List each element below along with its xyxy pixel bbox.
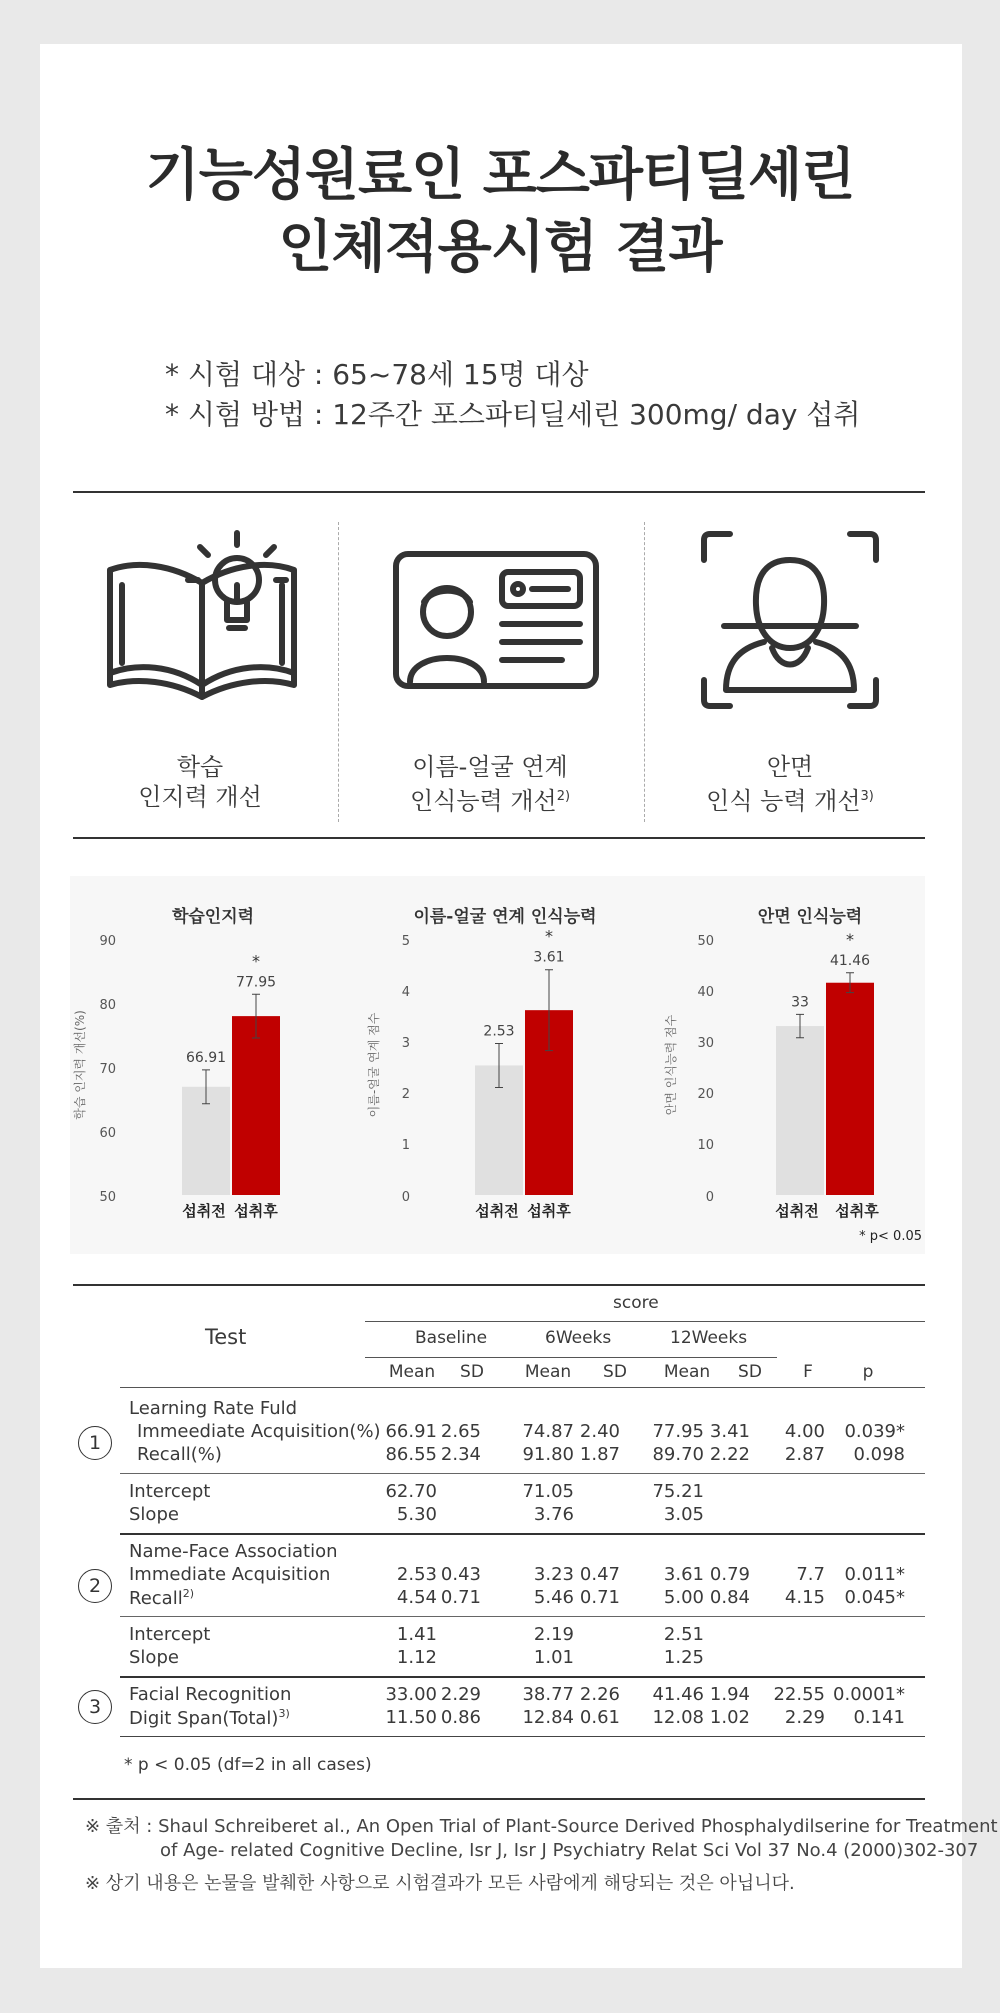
row-label: Facial Recognition xyxy=(129,1684,292,1705)
chart3-tick: 10 xyxy=(697,1138,714,1153)
group-12weeks: 12Weeks xyxy=(670,1328,748,1348)
subheader-mean: Mean xyxy=(663,1362,711,1382)
subheader-mean: Mean xyxy=(388,1362,436,1382)
group-rule xyxy=(365,1357,777,1358)
chart3-ylabel: 안면 인식능력 점수 xyxy=(664,1014,678,1116)
subheader-mean: Mean xyxy=(524,1362,572,1382)
table-cell: 89.70 xyxy=(652,1444,704,1465)
subheader-rule xyxy=(120,1387,925,1388)
chart1-significance-star: * xyxy=(252,951,260,971)
face-scan-icon xyxy=(700,530,880,710)
row-label: Slope xyxy=(129,1504,179,1525)
table-cell: 2.29 xyxy=(784,1707,825,1728)
row-label: Digit Span(Total)$^{3)}$ xyxy=(129,1707,290,1729)
table-cell: 66.91 xyxy=(385,1421,437,1442)
table-cell: 3.41 xyxy=(709,1421,750,1442)
row-label: Immeediate Acquisition(%) xyxy=(137,1421,381,1442)
section-number-badge: 2 xyxy=(78,1569,112,1603)
table-cell: 2.51 xyxy=(663,1624,704,1645)
table-cell: 0.71 xyxy=(440,1587,481,1608)
chart2-xlabel-after: 섭취후 xyxy=(527,1202,571,1220)
test-subjects: * 시험 대상 : 65~78세 15명 대상 xyxy=(165,358,589,391)
table-cell: 3.61 xyxy=(663,1564,704,1585)
divider-middle xyxy=(73,837,925,839)
table-cell: 0.045* xyxy=(844,1587,905,1608)
chart3-tick: 40 xyxy=(697,985,714,1000)
page-title-line1: 기능성원료인 포스파티딜세린 xyxy=(145,143,855,208)
table-cell: 0.47 xyxy=(579,1564,620,1585)
source-line2: of Age- related Cognitive Decline, Isr J, Isr J Psychiatry Relat Sci Vol 37 No.4 (2000)302-307 xyxy=(160,1840,979,1861)
source-line1: ※ 출처 : Shaul Schreiberet al., An Open Trial of Plant-Source Derived Phosphalydilserine for Treatment xyxy=(85,1816,998,1837)
table-cell: 71.05 xyxy=(522,1481,574,1502)
chart1-tick: 90 xyxy=(99,934,116,949)
chart2-tick: 3 xyxy=(401,1036,410,1051)
row-label: Intercept xyxy=(129,1481,211,1502)
table-cell: 1.02 xyxy=(709,1707,750,1728)
chart1-xlabel-before: 섭취전 xyxy=(182,1202,226,1220)
subheader-sd: SD xyxy=(603,1362,627,1382)
divider-dashed xyxy=(338,522,339,822)
table-cell: 5.00 xyxy=(663,1587,704,1608)
table-cell: 75.21 xyxy=(652,1481,704,1502)
chart3-xlabel-after: 섭취후 xyxy=(835,1202,879,1220)
chart1-bar-after xyxy=(232,1016,280,1195)
icon-label-learning: 학습 인지력 개선 xyxy=(138,753,262,811)
chart3-tick: 50 xyxy=(697,934,714,949)
section-number-badge: 1 xyxy=(78,1426,112,1460)
test-method: * 시험 방법 : 12주간 포스파티딜세린 300mg/ day 섭취 xyxy=(165,398,861,431)
divider-top xyxy=(73,491,925,493)
table-cell: 1.41 xyxy=(396,1624,437,1645)
chart1-ylabel: 학습 인지력 개선(%) xyxy=(73,1010,87,1120)
chart3-bar-after xyxy=(826,983,874,1195)
table-cell: 0.84 xyxy=(709,1587,750,1608)
table-cell: 12.84 xyxy=(522,1707,574,1728)
table-cell: 7.7 xyxy=(796,1564,825,1585)
chart2-title: 이름-얼굴 연계 인식능력 xyxy=(413,907,597,927)
table-cell: 1.12 xyxy=(396,1647,437,1668)
table-footnote: * p < 0.05 (df=2 in all cases) xyxy=(124,1755,372,1775)
disclaimer: ※ 상기 내용은 논물을 발췌한 사항으로 시험결과가 모든 사람에게 해당되는 것은 아닙니다. xyxy=(85,1873,795,1894)
table-cell: 0.011* xyxy=(844,1564,905,1585)
section-rule xyxy=(120,1676,925,1678)
section-rule xyxy=(120,1473,925,1474)
chart3-tick: 20 xyxy=(697,1087,714,1102)
table-cell: 1.01 xyxy=(533,1647,574,1668)
table-cell: 0.79 xyxy=(709,1564,750,1585)
table-cell: 2.29 xyxy=(440,1684,481,1705)
table-cell: 12.08 xyxy=(652,1707,704,1728)
chart3-value-label: 41.46 xyxy=(829,952,871,969)
table-cell: 3.05 xyxy=(663,1504,704,1525)
table-cell: 2.26 xyxy=(579,1684,620,1705)
table-cell: 86.55 xyxy=(385,1444,437,1465)
id-card-icon xyxy=(392,550,600,690)
table-test-header: Test xyxy=(205,1325,247,1349)
score-rule xyxy=(365,1321,925,1322)
table-cell: 0.71 xyxy=(579,1587,620,1608)
table-score-header: score xyxy=(613,1293,659,1313)
chart2-significance-star: * xyxy=(545,926,553,946)
chart3-tick: 0 xyxy=(705,1190,714,1205)
row-label: Slope xyxy=(129,1647,179,1668)
table-bottom-rule xyxy=(73,1798,925,1800)
chart2-tick: 1 xyxy=(401,1138,410,1153)
divider-dashed xyxy=(644,522,645,822)
table-cell: 0.61 xyxy=(579,1707,620,1728)
subheader-f: F xyxy=(803,1362,813,1382)
table-cell: 41.46 xyxy=(652,1684,704,1705)
table-cell: 62.70 xyxy=(385,1481,437,1502)
chart1-tick: 70 xyxy=(99,1062,116,1077)
section-rule xyxy=(120,1616,925,1617)
table-cell: 0.098 xyxy=(853,1444,905,1465)
table-cell: 1.25 xyxy=(663,1647,704,1668)
chart2-tick: 4 xyxy=(401,985,410,1000)
book-lightbulb-icon xyxy=(102,525,302,710)
chart1-title: 학습인지력 xyxy=(171,907,255,927)
row-label: Recall$^{2)}$ xyxy=(129,1587,194,1609)
table-cell: 11.50 xyxy=(385,1707,437,1728)
table-cell: 0.86 xyxy=(440,1707,481,1728)
table-cell: 0.141 xyxy=(853,1707,905,1728)
table-cell: 2.53 xyxy=(396,1564,437,1585)
table-cell: 2.87 xyxy=(784,1444,825,1465)
subheader-p: p xyxy=(862,1362,874,1382)
table-cell: 3.23 xyxy=(533,1564,574,1585)
section-rule xyxy=(120,1533,925,1535)
table-cell: 5.46 xyxy=(533,1587,574,1608)
table-cell: 1.94 xyxy=(709,1684,750,1705)
chart1-value-label: 77.95 xyxy=(235,974,277,991)
table-cell: 38.77 xyxy=(522,1684,574,1705)
table-cell: 74.87 xyxy=(522,1421,574,1442)
table-cell: 4.54 xyxy=(396,1587,437,1608)
row-label: Intercept xyxy=(129,1624,211,1645)
subheader-sd: SD xyxy=(460,1362,484,1382)
chart1-tick: 50 xyxy=(99,1190,116,1205)
subheader-sd: SD xyxy=(738,1362,762,1382)
chart2-xlabel-before: 섭취전 xyxy=(475,1202,519,1220)
chart3-xlabel-before: 섭취전 xyxy=(775,1202,819,1220)
table-cell: 2.34 xyxy=(440,1444,481,1465)
table-cell: 22.55 xyxy=(773,1684,825,1705)
table-cell: 4.15 xyxy=(784,1587,825,1608)
chart-significance-note: * p< 0.05 xyxy=(859,1229,922,1244)
row-label: Recall(%) xyxy=(137,1444,222,1465)
chart2-value-label: 2.53 xyxy=(483,1023,515,1040)
chart3-value-label: 33 xyxy=(791,994,809,1011)
table-cell: 5.30 xyxy=(396,1504,437,1525)
icon-label-face: 안면 인식 능력 개선$^{3)}$ xyxy=(706,753,874,815)
table-cell: 3.76 xyxy=(533,1504,574,1525)
chart1-tick: 60 xyxy=(99,1126,116,1141)
chart1-value-label: 66.91 xyxy=(185,1049,227,1066)
row-label: Immediate Acquisition xyxy=(129,1564,331,1585)
page-title-line2: 인체적용시험 결과 xyxy=(278,215,722,280)
table-top-rule xyxy=(73,1284,925,1286)
row-label: Learning Rate Fuld xyxy=(129,1398,298,1419)
table-cell: 2.22 xyxy=(709,1444,750,1465)
chart2-ylabel: 이름-얼굴 연계 점수 xyxy=(367,1012,381,1118)
table-end-rule xyxy=(120,1736,925,1737)
chart3-tick: 30 xyxy=(697,1036,714,1051)
chart3-bar-before xyxy=(776,1026,824,1195)
chart2-tick: 2 xyxy=(401,1087,410,1102)
chart3-significance-star: * xyxy=(846,929,854,949)
chart2-tick: 0 xyxy=(401,1190,410,1205)
table-cell: 0.43 xyxy=(440,1564,481,1585)
table-cell: 33.00 xyxy=(385,1684,437,1705)
table-cell: 2.40 xyxy=(579,1421,620,1442)
table-cell: 77.95 xyxy=(652,1421,704,1442)
table-cell: 4.00 xyxy=(784,1421,825,1442)
group-6weeks: 6Weeks xyxy=(545,1328,612,1348)
row-label: Name-Face Association xyxy=(129,1541,338,1562)
chart1-xlabel-after: 섭취후 xyxy=(234,1202,278,1220)
table-cell: 2.19 xyxy=(533,1624,574,1645)
charts-svg xyxy=(70,876,925,1254)
chart3-title: 안면 인식능력 xyxy=(757,907,863,927)
icon-label-name-face: 이름-얼굴 연계 인식능력 개선$^{2)}$ xyxy=(409,753,571,815)
chart2-tick: 5 xyxy=(401,934,410,949)
chart1-tick: 80 xyxy=(99,998,116,1013)
section-number-badge: 3 xyxy=(78,1690,112,1724)
group-baseline: Baseline xyxy=(415,1328,488,1348)
chart2-value-label: 3.61 xyxy=(533,949,565,966)
table-cell: 0.0001* xyxy=(833,1684,905,1705)
table-cell: 2.65 xyxy=(440,1421,481,1442)
table-cell: 1.87 xyxy=(579,1444,620,1465)
table-cell: 0.039* xyxy=(844,1421,905,1442)
table-cell: 91.80 xyxy=(522,1444,574,1465)
